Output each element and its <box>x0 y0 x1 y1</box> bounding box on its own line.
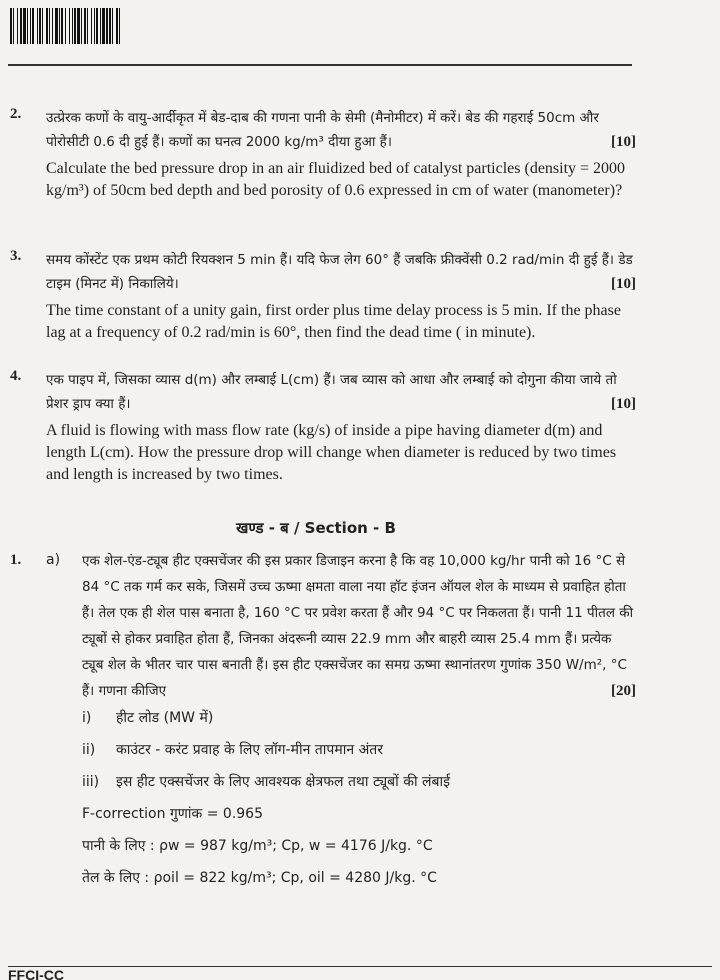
list-item: i) हीट लोड (MW में) <box>82 710 214 726</box>
question-hindi: समय कोंस्टेंट एक प्रथम कोटी रियक्शन 5 min हैं। यदि फेज लेग 60° हैं जबकि फ्रीक्वेंसी 0.2 rad/min दी हुई हैं। डेड टाइम (मिनट में) निकालिये। [10] <box>46 248 636 296</box>
f-correction: F-correction गुणांक = 0.965 <box>82 806 263 822</box>
bottom-rule <box>8 966 712 967</box>
marks: [20] <box>611 683 636 699</box>
question-english: The time constant of a unity gain, first order plus time delay process is 5 min. If the phase lag at a frequency of 0.2 rad/min is 60°, then find the dead time ( in minute). <box>46 302 621 341</box>
list-item: iii) इस हीट एक्सचेंजर के लिए आवश्यक क्षेत्रफल तथा ट्यूबों की लंबाई <box>82 774 451 790</box>
water-properties: पानी के लिए : ρw = 987 kg/m³; Cp, w = 4176 J/kg. °C <box>82 838 433 854</box>
top-rule <box>8 64 632 66</box>
marks: [10] <box>611 276 636 292</box>
list-item: ii) काउंटर - करंट प्रवाह के लिए लॉग-मीन तापमान अंतर <box>82 742 383 758</box>
question-3 <box>10 248 636 344</box>
question-english: Calculate the bed pressure drop in an air fluidized bed of catalyst particles (density = 2000 kg/m³) of 50cm bed depth and bed porosity of 0.6 expressed in cm of water (manometer)? <box>46 160 626 199</box>
footer-code: FFCI-CC <box>8 968 64 980</box>
question-2 <box>10 106 636 202</box>
question-number: 1. <box>10 552 22 568</box>
question-4 <box>10 368 636 486</box>
question-hindi: उत्प्रेरक कणों के वायु-आर्दीकृत में बेड-दाब की गणना पानी के सेमी (मैनोमीटर) में करें। बेड की गहराई 50cm और पोरोसीटी 0.6 दी हुई हैं। कणों का घनत्व 2000 kg/m³ दीया हुआ हैं। [10] <box>46 106 636 154</box>
marks: [10] <box>611 134 636 150</box>
question-number: 4. <box>10 368 22 384</box>
question-1a-hindi: एक शेल-एंड-ट्यूब हीट एक्सचेंजर की इस प्रकार डिजाइन करना है कि वह 10,000 kg/hr पानी को 16 °C से 84 °C तक गर्म कर सके, जिसमें उच्च ऊष्मा क्षमता वाला नया हॉट इंजन ऑयल शेल के माध्यम से प्रवाहित होता हैं। तेल एक ही शेल पास बनाता है, 160 °C पर प्रवेश करता हैं और 94 °C पर निकलता हैं। पानी 11 पीतल की ट्यूबों से होकर प्रवाहित होता हैं, जिनका अंदरूनी व्यास 22.9 mm और बाहरी व्यास 25.4 mm हैं। प्रत्येक ट्यूब शेल के भीतर चार पास बनाती हैं। इस हीट एक्सचेंजर का समग्र ऊष्मा स्थानांतरण गुणांक 350 W/m², °C हैं। गणना कीजिए [20] <box>82 548 636 704</box>
question-hindi: एक पाइप में, जिसका व्यास d(m) और लम्बाई L(cm) हैं। जब व्यास को आधा और लम्बाई को दोगुना कीया जाये तो प्रेशर ड्राप क्या हैं। [10] <box>46 368 636 416</box>
barcode <box>10 8 258 44</box>
question-english: A fluid is flowing with mass flow rate (kg/s) of inside a pipe having diameter d(m) and length L(cm). How the pressure drop will change when diameter is reduced by two times and length is increased by two times. <box>46 422 617 483</box>
marks: [10] <box>611 396 636 412</box>
barcode-bar <box>120 8 122 44</box>
question-number: 3. <box>10 248 22 264</box>
oil-properties: तेल के लिए : ρoil = 822 kg/m³; Cp, oil = 4280 J/kg. °C <box>82 870 437 886</box>
sub-items-list <box>82 702 636 894</box>
question-number: 2. <box>10 106 22 122</box>
sub-question-label: a) <box>46 552 61 568</box>
section-title: खण्ड - ब / Section - B <box>236 519 396 537</box>
